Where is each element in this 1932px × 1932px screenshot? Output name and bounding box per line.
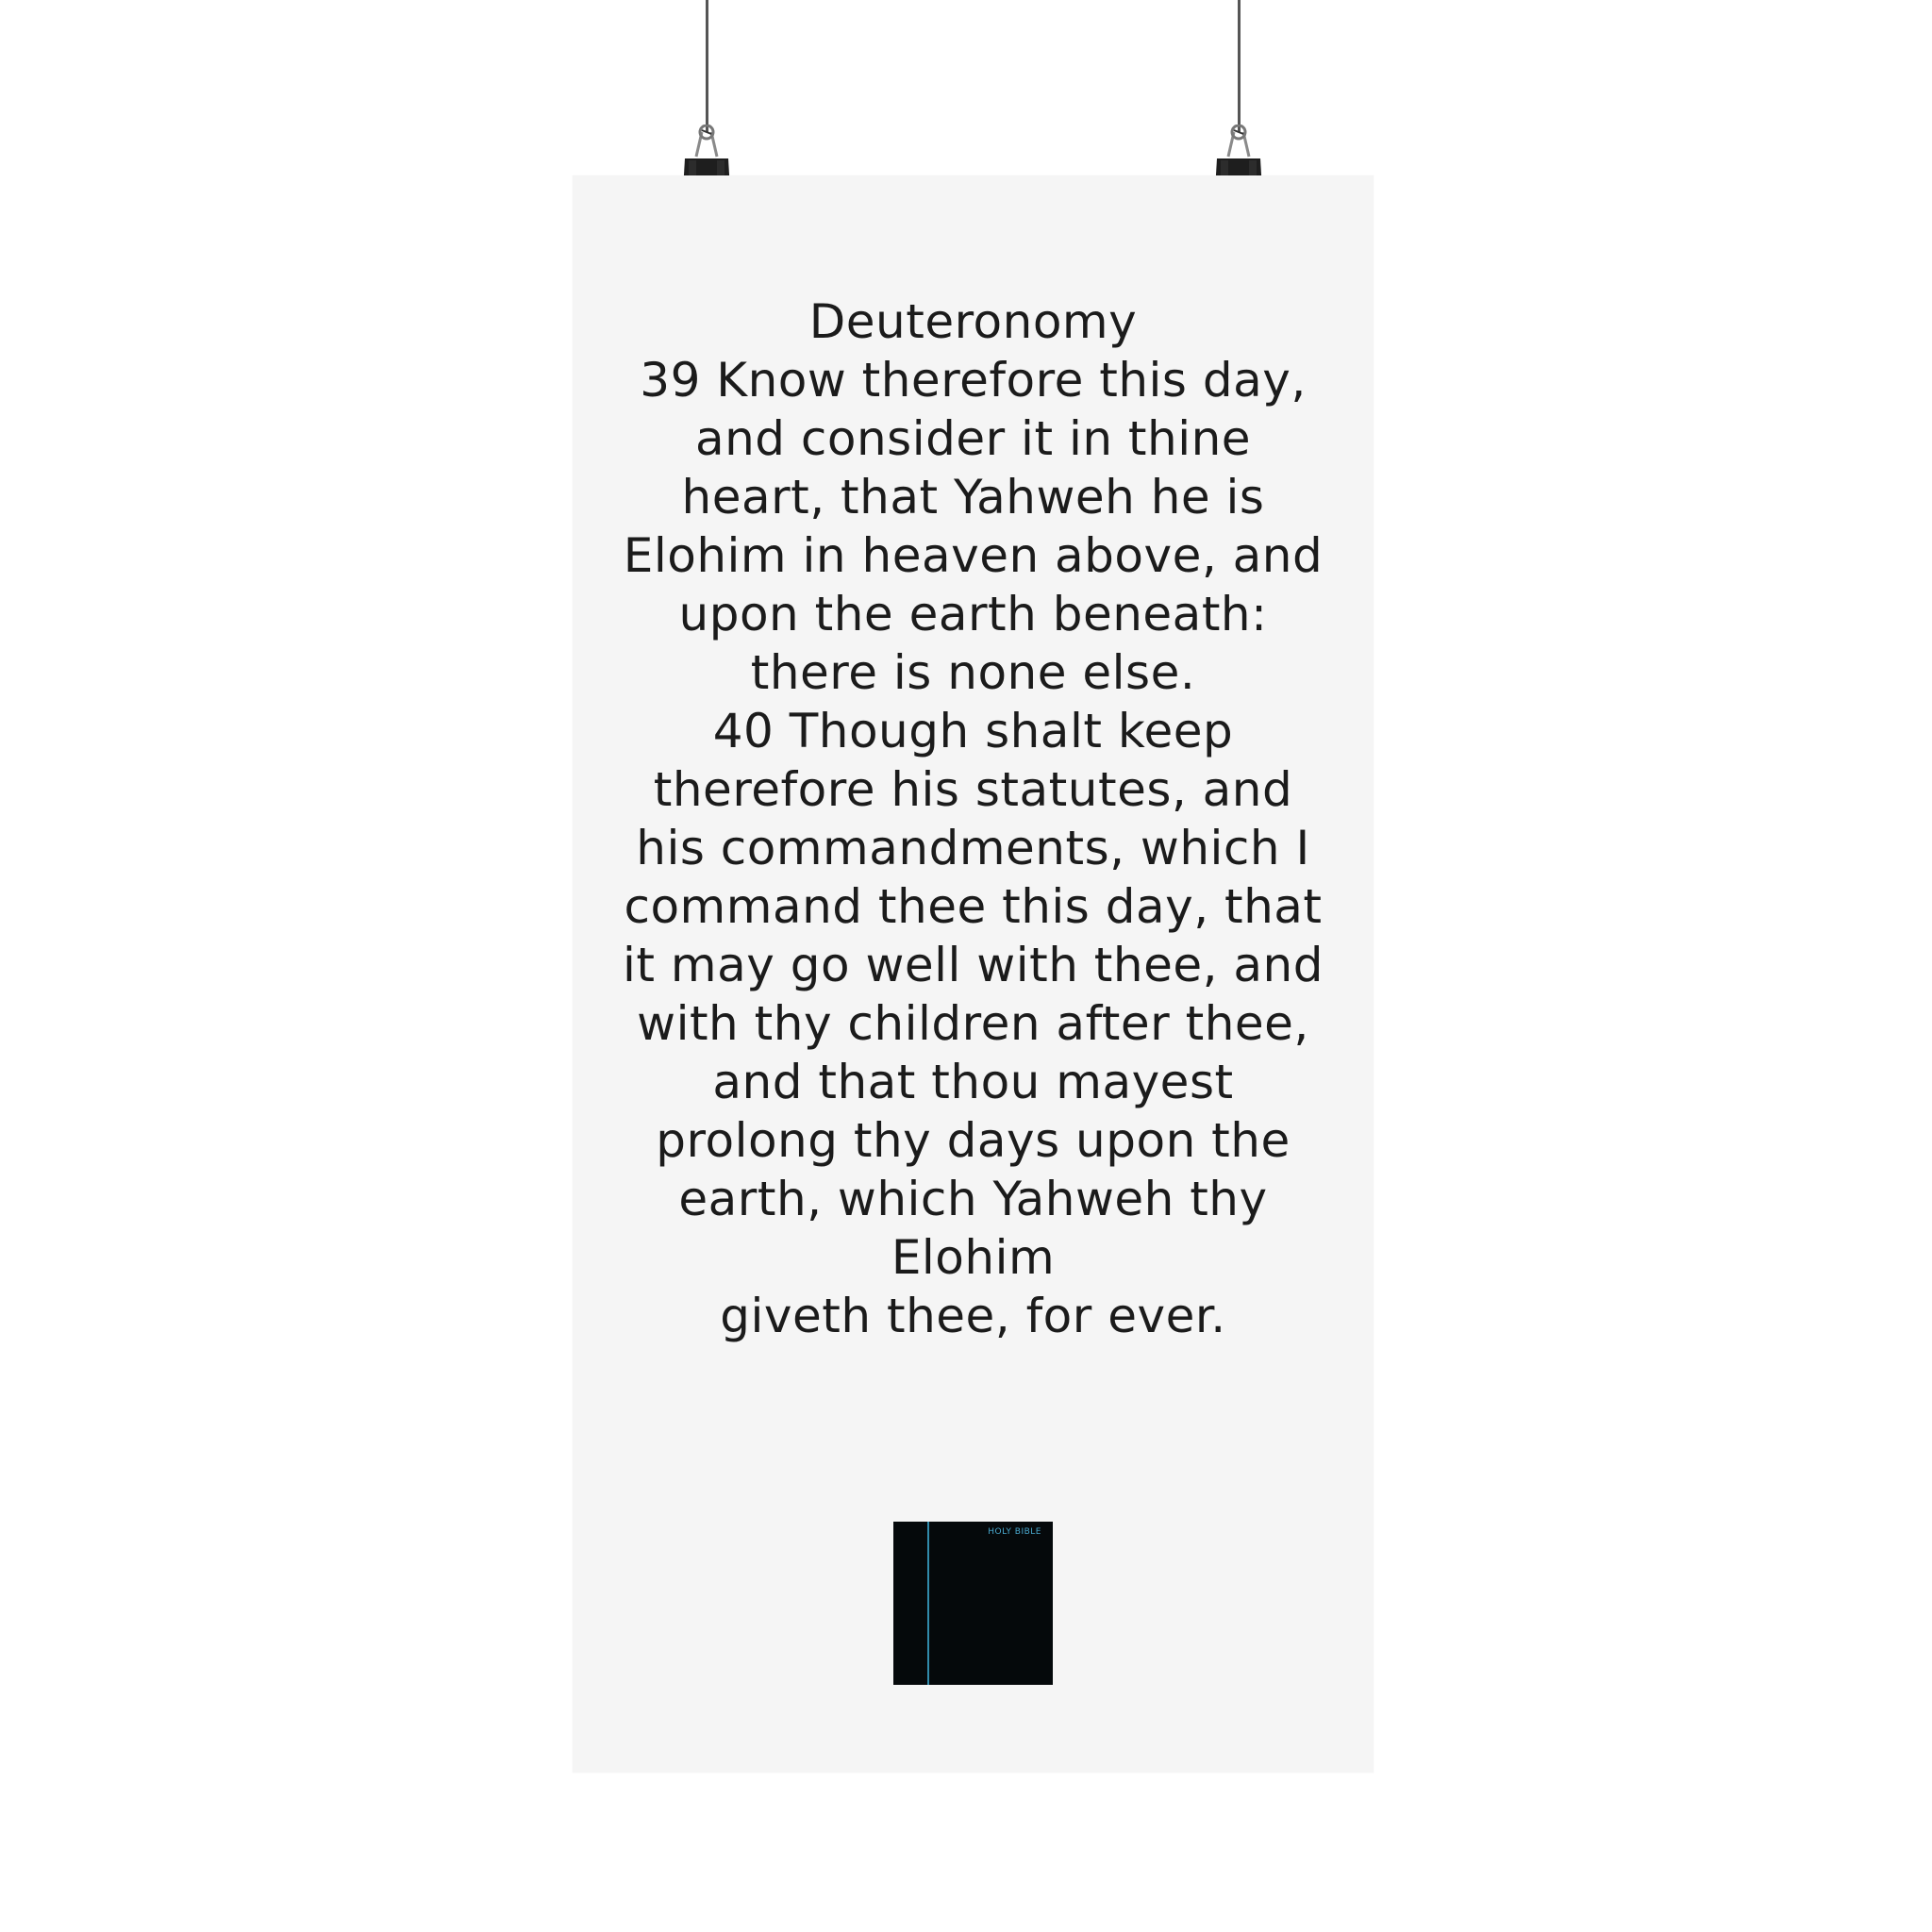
- verse-line: it may go well with thee, and: [623, 938, 1324, 992]
- scripture-poster: [573, 175, 1374, 1773]
- holy-bible-image: [893, 1522, 1053, 1685]
- verse-line: 40 Though shalt keep: [712, 704, 1234, 758]
- verse-line: upon the earth beneath:: [678, 587, 1268, 641]
- verse-line: and consider it in thine: [694, 411, 1252, 466]
- verse-line: prolong thy days upon the: [656, 1113, 1291, 1168]
- verse-line: giveth thee, for ever.: [720, 1289, 1226, 1343]
- verse-line: there is none else.: [750, 645, 1196, 700]
- verse-line: 39 Know therefore this day,: [640, 353, 1307, 408]
- verse-line: Elohim in heaven above, and: [623, 528, 1324, 583]
- verse-line: his commandments, which I: [636, 821, 1310, 875]
- verse-title: Deuteronomy: [808, 294, 1138, 349]
- hanging-wire-right: [1238, 0, 1241, 132]
- verse-line: and that thou mayest: [712, 1055, 1234, 1109]
- verse-line: heart, that Yahweh he is: [681, 470, 1265, 525]
- bible-spine: [927, 1522, 929, 1685]
- verse-line: earth, which Yahweh thy: [678, 1172, 1268, 1226]
- bible-cover-title: HOLY BIBLE: [988, 1527, 1041, 1537]
- verse-line: therefore his statutes, and: [653, 762, 1293, 817]
- verse-line: Elohim: [891, 1230, 1056, 1285]
- verse-text: [573, 292, 1374, 1345]
- verse-line: with thy children after thee,: [637, 996, 1309, 1051]
- verse-line: command thee this day, that: [624, 879, 1323, 934]
- hanging-wire-left: [706, 0, 708, 132]
